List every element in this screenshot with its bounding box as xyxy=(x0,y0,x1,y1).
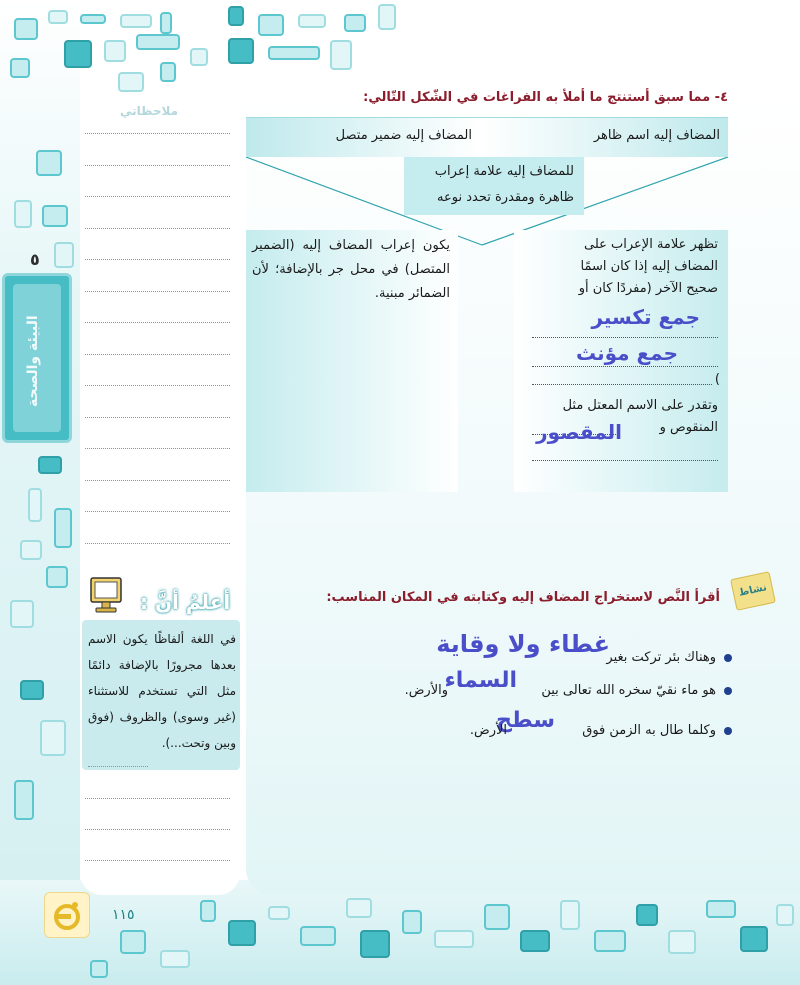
decor-tile xyxy=(90,960,108,978)
decor-tile xyxy=(28,488,42,522)
fill-line-3 xyxy=(532,384,712,385)
note-line xyxy=(85,543,230,544)
right-text-line3: صحيح الآخر (مفردًا كان أو xyxy=(578,281,718,296)
decor-tile xyxy=(200,900,216,922)
fill-line-2 xyxy=(532,366,718,367)
note-line xyxy=(85,798,230,799)
unit-number: ٥ xyxy=(30,250,40,269)
did-you-know-title: أعلمُ أنَّ : xyxy=(140,590,231,614)
decor-tile xyxy=(706,900,736,918)
reading-answer-2: السماء xyxy=(444,668,517,693)
page-number: ١١٥ xyxy=(112,907,135,923)
note-line xyxy=(85,829,230,830)
reading-item-2 xyxy=(541,683,732,698)
bullet-dot xyxy=(724,687,732,695)
decor-tile xyxy=(378,4,396,30)
decor-tile xyxy=(48,10,68,24)
did-you-know-fill-line xyxy=(88,766,148,767)
reading-item-1 xyxy=(606,650,732,665)
decor-tile xyxy=(330,40,352,70)
decor-tile xyxy=(64,40,92,68)
decor-tile xyxy=(36,150,62,176)
reading-item-3 xyxy=(582,723,732,738)
notes-column xyxy=(80,95,240,895)
reading-item-2-text: هو ماء نقيّ سخره الله تعالى بين xyxy=(541,683,716,698)
reading-answer-1: غطاء ولا وقاية xyxy=(436,630,610,658)
decor-tile xyxy=(520,930,550,952)
explanation-text-left: يكون إعراب المضاف إليه (الضمير المتصل) في محل جر بالإضافة؛ لأن الضمائر مبنية. xyxy=(252,238,450,301)
decor-tile xyxy=(14,18,38,40)
note-line xyxy=(85,480,230,481)
note-line xyxy=(85,196,230,197)
decor-tile xyxy=(20,680,44,700)
decor-tile xyxy=(594,930,626,952)
bullet-dot xyxy=(724,654,732,662)
diagram-box-right-text: المضاف إليه اسم ظاهر xyxy=(593,128,720,143)
decor-tile xyxy=(300,926,336,946)
unit-title: البيئة والصحة xyxy=(25,315,41,407)
fill-line-1 xyxy=(532,337,718,338)
decor-tile xyxy=(80,14,106,24)
explanation-text-right xyxy=(520,234,718,300)
decor-tile xyxy=(40,720,66,756)
did-you-know-text: في اللغة ألفاظًا يكون الاسم بعدها مجرورًا بالإضافة دائمًا مثل التي تستخدم للاستثناء (غير وسوى) والظروف (فوق وبين وتحت...). xyxy=(88,632,236,750)
decor-tile xyxy=(740,926,768,952)
right-text-line2: المضاف إليه إذا كان اسمًا xyxy=(580,259,718,274)
right-text-line6: المنقوص و xyxy=(659,420,718,435)
decor-tile xyxy=(14,200,32,228)
note-line xyxy=(85,322,230,323)
decor-tile xyxy=(298,14,326,28)
decor-tile xyxy=(258,14,284,36)
decor-tile xyxy=(160,12,172,34)
decor-tile xyxy=(344,14,366,32)
right-text-line1: تظهر علامة الإعراب على xyxy=(584,237,718,252)
decor-tile xyxy=(560,900,580,930)
decor-tile xyxy=(42,205,68,227)
decor-tile xyxy=(54,508,72,548)
note-line xyxy=(85,133,230,134)
decor-tile xyxy=(268,46,320,60)
diagram-box-left-text: المضاف إليه ضمير متصل xyxy=(335,128,472,143)
decor-tile xyxy=(54,242,74,268)
decor-tile xyxy=(228,6,244,26)
notes-label: ملاحظاتي xyxy=(120,104,179,118)
diagram-box-left xyxy=(246,117,480,157)
decor-tile xyxy=(10,58,30,78)
diagram-box-center xyxy=(404,157,584,215)
decor-tile xyxy=(46,566,68,588)
decor-tile xyxy=(776,904,794,926)
note-line xyxy=(85,228,230,229)
publisher-logo xyxy=(44,892,90,938)
decor-tile xyxy=(160,950,190,968)
decor-tile xyxy=(190,48,208,66)
reading-item-3-text: وكلما طال به الزمن فوق xyxy=(582,723,716,738)
note-line xyxy=(85,860,230,861)
decor-tile xyxy=(160,62,176,82)
answer-jam-taksir: جمع تكسير xyxy=(591,305,700,329)
task4-heading: ٤- مما سبق أستنتج ما أملأ به الفراغات في الشّكل التّالي: xyxy=(363,90,728,105)
reading-item-3-end: الأرض. xyxy=(469,723,507,738)
decor-tile xyxy=(228,38,254,64)
decor-tile xyxy=(484,904,510,930)
decor-tile xyxy=(402,910,422,934)
decor-tile xyxy=(228,920,256,946)
right-text-line4: ) xyxy=(714,372,720,387)
decor-tile xyxy=(434,930,474,948)
reading-item-2-end: والأرض. xyxy=(404,683,448,698)
note-line xyxy=(85,417,230,418)
answer-jam-muannath: جمع مؤنث xyxy=(575,341,678,365)
diagram-center-line1: للمضاف إليه علامة إعراب xyxy=(434,164,574,179)
decor-tile xyxy=(118,72,144,92)
bullet-dot xyxy=(724,727,732,735)
decor-tile xyxy=(10,600,34,628)
decor-tile xyxy=(38,456,62,474)
decor-tile xyxy=(14,780,34,820)
note-line xyxy=(85,165,230,166)
decor-tile xyxy=(360,930,390,958)
note-line xyxy=(85,354,230,355)
note-line xyxy=(85,511,230,512)
decor-tile xyxy=(104,40,126,62)
note-line xyxy=(85,291,230,292)
note-line xyxy=(85,385,230,386)
diagram-center-line2: ظاهرة ومقدرة تحدد نوعه xyxy=(437,190,574,205)
monitor-icon xyxy=(88,576,126,616)
decor-tile xyxy=(136,34,180,50)
unit-tab xyxy=(2,273,72,443)
decor-tile xyxy=(120,14,152,28)
reading-item-1-text: وهناك بئر تركت بغير xyxy=(606,650,716,665)
decor-tile xyxy=(120,930,146,954)
note-line xyxy=(85,259,230,260)
decor-tile xyxy=(268,906,290,920)
fill-line-5 xyxy=(532,460,718,461)
answer-maqsur: المقصور xyxy=(536,420,622,444)
note-line xyxy=(85,448,230,449)
decor-tile xyxy=(636,904,658,926)
decor-tile xyxy=(346,898,372,918)
reading-answer-3: سطح xyxy=(496,708,555,733)
activity-badge-label: نشاط xyxy=(738,582,768,599)
decor-tile xyxy=(668,930,696,954)
decor-tile xyxy=(20,540,42,560)
reading-heading: أقرأ النَّص لاستخراج المضاف إليه وكتابته في المكان المناسب: xyxy=(326,590,720,605)
diagram-box-right xyxy=(480,117,728,157)
right-text-line5: وتقدر على الاسم المعتل مثل xyxy=(562,398,718,413)
